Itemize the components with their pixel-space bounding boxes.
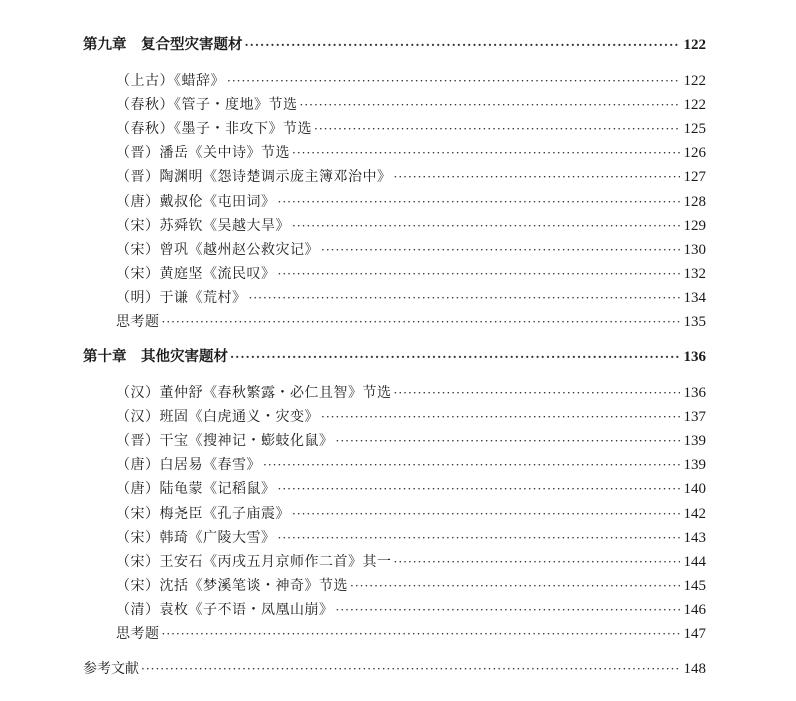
toc-entry-title: （宋）沈括《梦溪笔谈・神奇》节选 (116, 578, 348, 594)
references-entry[interactable] (83, 658, 706, 680)
toc-entry[interactable] (116, 382, 706, 404)
toc-entry[interactable] (116, 599, 706, 621)
toc-entry-title: （晋）干宝《搜神记・蟛蚑化鼠》 (116, 433, 334, 449)
toc-entry[interactable] (116, 623, 706, 645)
chapter-heading[interactable] (83, 34, 706, 56)
chapter-heading-page-number: 122 (683, 37, 706, 53)
toc-entry[interactable] (116, 94, 706, 116)
toc-entry-title: （宋）曾巩《越州赵公救灾记》 (116, 242, 319, 258)
dot-leader (278, 191, 680, 213)
dot-leader (292, 503, 680, 525)
dot-leader (314, 118, 680, 140)
toc-entry[interactable] (116, 239, 706, 261)
toc-entry-title: （汉）班固《白虎通义・灾变》 (116, 409, 319, 425)
toc-entry-page-number: 130 (683, 242, 706, 258)
toc-entry[interactable] (116, 70, 706, 92)
references-entry-title: 参考文献 (83, 661, 139, 677)
dot-leader (141, 658, 680, 680)
dot-leader (263, 454, 680, 476)
dot-leader (394, 382, 680, 404)
dot-leader (292, 215, 680, 237)
toc-entry-title: （唐）白居易《春雪》 (116, 457, 261, 473)
toc-entry-page-number: 125 (683, 121, 706, 137)
toc-entry-page-number: 128 (683, 194, 706, 210)
toc-entry-page-number: 129 (683, 218, 706, 234)
toc-entry-title: （晋）陶渊明《怨诗楚调示庞主簿邓治中》 (116, 169, 392, 185)
toc-entry-title: （宋）苏舜钦《吴越大旱》 (116, 218, 290, 234)
toc-entry-title: （宋）梅尧臣《孔子庙震》 (116, 506, 290, 522)
toc-entry[interactable] (116, 118, 706, 140)
toc-entry-page-number: 145 (683, 578, 706, 594)
toc-entry[interactable] (116, 166, 706, 188)
toc-entry-title: （晋）潘岳《关中诗》节选 (116, 145, 290, 161)
dot-leader (321, 406, 680, 428)
dot-leader (278, 527, 680, 549)
toc-entry[interactable] (116, 191, 706, 213)
toc-entry-title: （宋）王安石《丙戌五月京师作二首》其一 (116, 554, 392, 570)
toc-entry[interactable] (116, 142, 706, 164)
dot-leader (278, 263, 680, 285)
toc-entry-title: （春秋）《墨子・非攻下》节选 (116, 121, 312, 137)
toc-entry-page-number: 147 (683, 626, 706, 642)
toc-entry[interactable] (116, 527, 706, 549)
dot-leader (278, 478, 680, 500)
toc-entry[interactable] (116, 575, 706, 597)
dot-leader (162, 311, 680, 333)
dot-leader (292, 142, 680, 164)
toc-entry[interactable] (116, 430, 706, 452)
toc-entry-title: （上古）《蜡辞》 (116, 73, 225, 89)
toc-entry[interactable] (116, 311, 706, 333)
toc-entry-page-number: 144 (683, 554, 706, 570)
toc-entry[interactable] (116, 215, 706, 237)
chapter-heading[interactable] (83, 346, 706, 368)
toc-entry-title: （明）于谦《荒村》 (116, 290, 247, 306)
toc-entry-page-number: 142 (683, 506, 706, 522)
chapter-heading-title: 第九章 复合型灾害题材 (83, 37, 243, 53)
toc-entry-title: （唐）陆龟蒙《记稻鼠》 (116, 481, 276, 497)
toc-entry-title: （汉）董仲舒《春秋繁露・必仁且智》节选 (116, 385, 392, 401)
toc-entry-page-number: 122 (683, 73, 706, 89)
toc-entry-title: （宋）黄庭坚《流民叹》 (116, 266, 276, 282)
toc-entry[interactable] (116, 287, 706, 309)
dot-leader (394, 551, 680, 573)
toc-entry[interactable] (116, 406, 706, 428)
toc-entry[interactable] (116, 478, 706, 500)
toc-entry-page-number: 135 (683, 314, 706, 330)
toc-entry[interactable] (116, 263, 706, 285)
toc-entry-page-number: 122 (683, 97, 706, 113)
toc-entry-page-number: 132 (683, 266, 706, 282)
toc-entry-title: （清）袁枚《子不语・凤凰山崩》 (116, 602, 334, 618)
toc-entry-page-number: 139 (683, 457, 706, 473)
toc-entry-page-number: 139 (683, 433, 706, 449)
dot-leader (162, 623, 680, 645)
toc-entry-title: （宋）韩琦《广陵大雪》 (116, 530, 276, 546)
toc-entry[interactable] (116, 551, 706, 573)
toc-entry-page-number: 143 (683, 530, 706, 546)
dot-leader (321, 239, 680, 261)
toc-entry[interactable] (116, 454, 706, 476)
dot-leader (230, 346, 680, 368)
references-entry-page-number: 148 (683, 661, 706, 677)
toc-entry-title: 思考题 (116, 626, 160, 642)
dot-leader (336, 599, 680, 621)
toc-entry-page-number: 126 (683, 145, 706, 161)
toc-entry-page-number: 134 (683, 290, 706, 306)
toc-entry-page-number: 137 (683, 409, 706, 425)
dot-leader (245, 34, 680, 56)
dot-leader (394, 166, 680, 188)
dot-leader (249, 287, 680, 309)
toc-entry-title: （唐）戴叔伦《屯田词》 (116, 194, 276, 210)
toc-entry-page-number: 136 (683, 385, 706, 401)
toc-entry[interactable] (116, 503, 706, 525)
dot-leader (300, 94, 680, 116)
toc-entry-page-number: 127 (683, 169, 706, 185)
dot-leader (227, 70, 680, 92)
toc-entry-page-number: 146 (683, 602, 706, 618)
toc-entry-title: 思考题 (116, 314, 160, 330)
dot-leader (350, 575, 680, 597)
dot-leader (336, 430, 680, 452)
chapter-heading-title: 第十章 其他灾害题材 (83, 349, 228, 365)
toc-entry-title: （春秋）《管子・度地》节选 (116, 97, 298, 113)
toc-entry-page-number: 140 (683, 481, 706, 497)
chapter-heading-page-number: 136 (683, 349, 706, 365)
